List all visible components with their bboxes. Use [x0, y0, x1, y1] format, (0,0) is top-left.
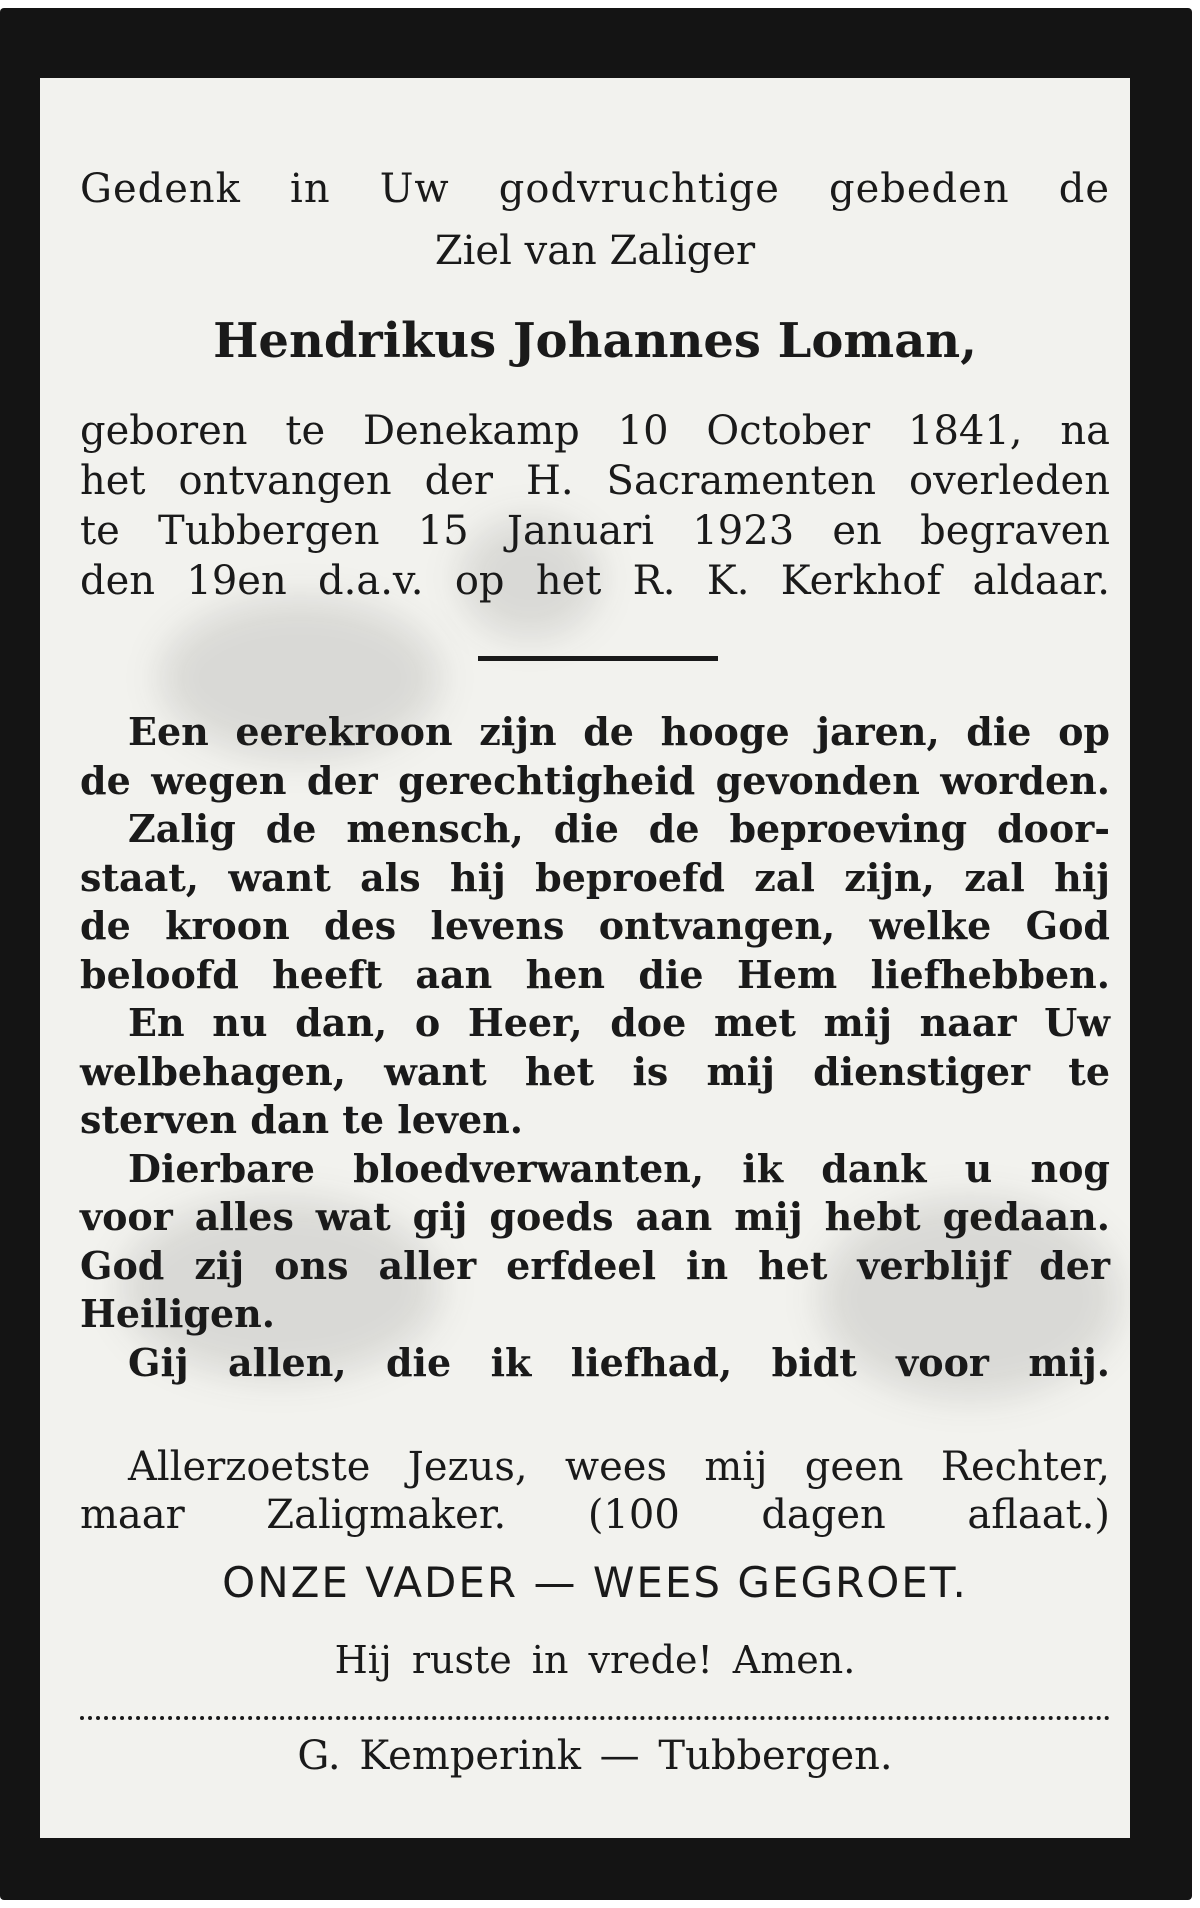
- bio-line: te Tubbergen 15 Januari 1923 en begraven: [80, 508, 1110, 554]
- dotted-divider: [80, 1716, 1110, 1720]
- bio-line: geboren te Denekamp 10 October 1841, na: [80, 408, 1110, 454]
- verse-line: Gij allen, die ik liefhad, bidt voor mij.: [128, 1339, 1110, 1385]
- verse-line: Heiligen.: [80, 1291, 275, 1336]
- rest-in-peace-line: Hij ruste in vrede! Amen.: [334, 1638, 856, 1682]
- verse-line: staat, want als hij beproefd zal zijn, zal hij: [80, 854, 1110, 900]
- scripture-verse: [80, 708, 1110, 1387]
- verse-line: God zij ons aller erfdeel in het verblijf der: [80, 1242, 1110, 1288]
- verse-line: welbehagen, want het is mij dienstiger te: [80, 1048, 1110, 1094]
- verse-line: voor alles wat gij goeds aan mij hebt gedaan.: [80, 1194, 1110, 1239]
- verse-line: Een eerekroon zijn de hooge jaren, die op: [128, 709, 1110, 754]
- header-line-2: Ziel van Zaliger: [434, 228, 756, 274]
- verse-line: Zalig de mensch, die de beproeving door-: [128, 806, 1110, 851]
- verse-line: de kroon des levens ontvangen, welke God: [80, 903, 1110, 948]
- prayer: [80, 1443, 1110, 1539]
- verse-line: beloofd heeft aan hen die Hem liefhebben.: [80, 951, 1110, 997]
- bio-line: den 19en d.a.v. op het R. K. Kerkhof aldaar.: [80, 558, 1110, 604]
- biography: [80, 406, 1110, 606]
- prayer-line: maar Zaligmaker. (100 dagen aflaat.): [80, 1492, 1110, 1538]
- header-line-1: Gedenk in Uw godvruchtige gebeden de: [80, 166, 1110, 212]
- verse-line: de wegen der gerechtigheid gevonden worden.: [80, 757, 1110, 803]
- bio-line: het ontvangen der H. Sacramenten overleden: [80, 458, 1110, 504]
- memorial-card-border: [0, 8, 1192, 1900]
- verse-line: Dierbare bloedverwanten, ik dank u nog: [128, 1145, 1110, 1191]
- divider-rule: [478, 656, 718, 661]
- onze-vader-line: ONZE VADER — WEES GEGROET.: [222, 1558, 968, 1607]
- deceased-name: Hendrikus Johannes Loman,: [213, 313, 977, 369]
- printer-credit: G. Kemperink — Tubbergen.: [297, 1733, 893, 1779]
- memorial-card-paper: [40, 78, 1130, 1838]
- verse-line: En nu dan, o Heer, doe met mij naar Uw: [128, 1000, 1110, 1045]
- verse-line: sterven dan te leven.: [80, 1097, 523, 1142]
- prayer-line: Allerzoetste Jezus, wees mij geen Rechter,: [128, 1444, 1110, 1490]
